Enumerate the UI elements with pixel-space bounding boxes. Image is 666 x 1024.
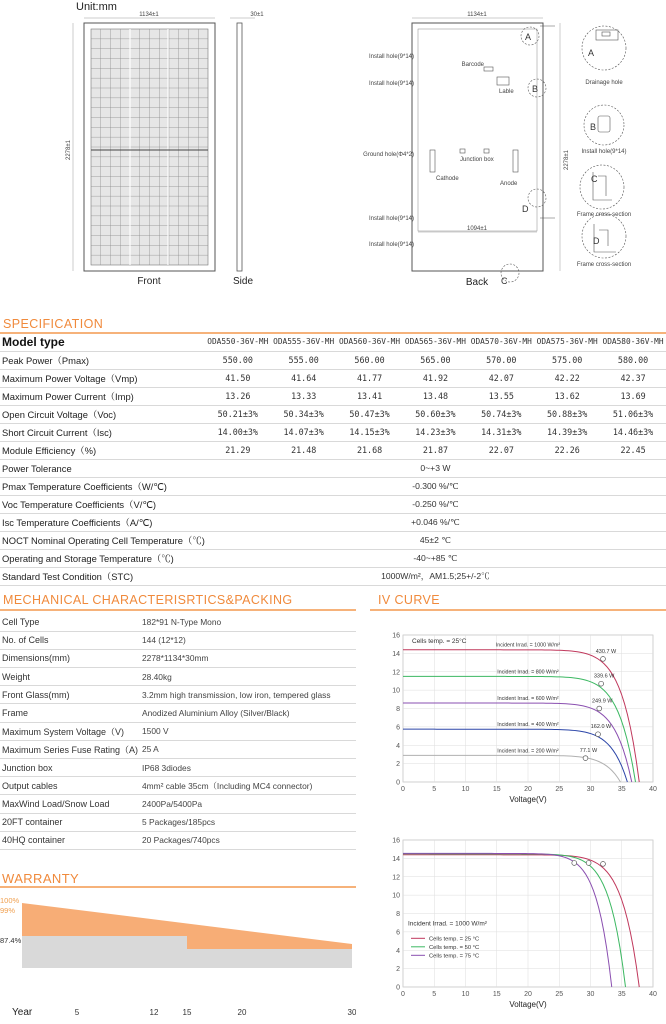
x-tick-label: 40 — [649, 991, 657, 998]
cell-value: 50.34±3% — [271, 405, 337, 423]
cell-value: 14.15±3% — [337, 423, 403, 441]
x-tick-label: 0 — [401, 786, 405, 793]
side-depth-dim: 30±1 — [250, 12, 264, 18]
x-tick-label: 40 — [649, 786, 657, 793]
drawing-area — [0, 0, 666, 300]
merged-value: 0~+3 W — [205, 459, 666, 477]
y-tick-label: 8 — [396, 911, 400, 918]
warranty-y-label: 100% — [0, 896, 20, 905]
mpp-marker — [572, 861, 577, 866]
cell-value: 550.00 — [205, 351, 271, 369]
cell-value: 14.07±3% — [271, 423, 337, 441]
junction-box-label: Junction box — [460, 157, 494, 163]
y-tick-label: 14 — [392, 855, 400, 863]
power-label: 77.1 W — [579, 748, 598, 755]
merged-value: +0.046 %/℃ — [205, 513, 666, 531]
warranty-y-label: 87.4% — [0, 936, 22, 945]
mech-key: Maximum Series Fuse Rating（A) — [0, 740, 140, 758]
cell-value: 50.60±3% — [402, 405, 468, 423]
warranty-x-tick: 30 — [347, 1008, 356, 1017]
table-row — [0, 722, 356, 740]
cell-value: 14.31±3% — [468, 423, 534, 441]
table-row — [0, 513, 666, 531]
table-row — [0, 831, 356, 849]
legend-label: Cells temp. = 50 °C — [429, 944, 480, 951]
chart-annotation: Incident Irrad. = 1000 W/m² — [408, 920, 487, 928]
row-label: Maximum Power Voltage（Vmp) — [0, 369, 205, 387]
detail-callouts — [580, 26, 626, 258]
back-height-dim: 2278±1 — [564, 150, 570, 170]
x-tick-label: 5 — [432, 991, 437, 998]
y-tick-label: 12 — [392, 669, 400, 677]
mpp-marker — [597, 706, 602, 711]
cell-value: 42.37 — [600, 369, 666, 387]
mpp-marker — [586, 861, 591, 866]
table-row — [0, 477, 666, 495]
mech-value: 2400Pa/5400Pa — [140, 795, 356, 813]
table-row — [0, 441, 666, 459]
merged-value: 45±2 ℃ — [205, 531, 666, 549]
y-tick-label: 10 — [392, 892, 400, 900]
cell-value: 13.55 — [468, 387, 534, 405]
mpp-marker — [601, 861, 606, 866]
y-tick-label: 6 — [396, 724, 400, 732]
x-axis-label: Voltage(V) — [509, 795, 547, 804]
cell-value: 555.00 — [271, 351, 337, 369]
cell-value: 14.23±3% — [402, 423, 468, 441]
mech-key: 40HQ container — [0, 831, 140, 849]
warranty-y-label: 99% — [0, 906, 16, 915]
mech-value: 5 Packages/185pcs — [140, 813, 356, 831]
specification-heading: SPECIFICATION — [3, 317, 104, 331]
mechanical-heading: MECHANICAL CHARACTERISRTICS&PACKING — [3, 593, 293, 607]
model-name: ODA555-36V-MH — [271, 333, 337, 351]
model-name: ODA565-36V-MH — [402, 333, 468, 351]
table-row — [0, 567, 666, 585]
cell-value: 41.77 — [337, 369, 403, 387]
power-label: 249.9 W — [592, 698, 613, 705]
row-label: Pmax Temperature Coefficients（W/℃) — [0, 477, 205, 495]
cell-value: 41.50 — [205, 369, 271, 387]
front-width-dim: 1134±1 — [139, 12, 159, 18]
cell-value: 50.74±3% — [468, 405, 534, 423]
mechanical-table — [0, 613, 356, 850]
mech-value: IP68 3diodes — [140, 759, 356, 777]
row-label: Module Efficiency（%) — [0, 441, 205, 459]
table-row — [0, 704, 356, 722]
y-tick-label: 8 — [396, 706, 400, 713]
mech-key: Frame — [0, 704, 140, 722]
warranty-x-tick: 5 — [74, 1008, 80, 1017]
mech-value: 2278*1134*30mm — [140, 649, 356, 667]
table-row — [0, 631, 356, 649]
mech-value: 4mm² cable 35cm（Including MC4 connector) — [140, 777, 356, 795]
warranty-chart — [0, 893, 356, 1023]
warranty-heading: WARRANTY — [2, 871, 80, 886]
cell-value: 13.41 — [337, 387, 403, 405]
cell-value: 565.00 — [402, 351, 468, 369]
cell-value: 13.26 — [205, 387, 271, 405]
install-hole-label-3: Install hole(9*14) — [368, 216, 414, 222]
table-row — [0, 649, 356, 667]
series-label: Incident Irrad. = 200 W/m² — [497, 748, 559, 755]
series-label: Incident Irrad. = 800 W/m² — [497, 669, 559, 676]
cell-value: 14.46±3% — [600, 423, 666, 441]
iv-chart-irradiance — [376, 627, 666, 812]
y-tick-label: 2 — [396, 966, 400, 974]
detail-d-letter: D — [593, 236, 600, 246]
cell-value: 50.47±3% — [337, 405, 403, 423]
table-row — [0, 613, 356, 631]
merged-value: 1000W/m²，AM1.5;25+/-2℃ — [205, 567, 666, 585]
x-tick-label: 20 — [524, 786, 532, 793]
mech-value: 182*91 N-Type Mono — [140, 613, 356, 631]
x-tick-label: 25 — [555, 786, 564, 793]
cell-value: 22.26 — [534, 441, 600, 459]
y-tick-label: 10 — [392, 687, 400, 695]
series-label: Incident Irrad. = 600 W/m² — [497, 695, 559, 702]
mech-value: 3.2mm high transmission, low iron, tempered glass — [140, 686, 356, 704]
table-row — [0, 759, 356, 777]
row-label: Operating and Storage Temperature（℃) — [0, 549, 205, 567]
table-row — [0, 387, 666, 405]
cell-value: 580.00 — [600, 351, 666, 369]
x-tick-label: 35 — [617, 786, 626, 793]
mech-key: Dimensions(mm) — [0, 649, 140, 667]
warranty-year-label: Year — [12, 1007, 33, 1018]
mech-key: Front Glass(mm) — [0, 686, 140, 704]
series-label: Incident Irrad. = 1000 W/m² — [495, 642, 561, 649]
model-type-label: Model type — [0, 333, 205, 351]
row-label: Peak Power（Pmax) — [0, 351, 205, 369]
row-label: NOCT Nominal Operating Cell Temperature（℃) — [0, 531, 205, 549]
table-row — [0, 369, 666, 387]
table-header-row — [0, 333, 666, 351]
chart-annotation: Cells temp. = 25°C — [412, 638, 467, 645]
x-tick-label: 15 — [492, 991, 501, 998]
y-tick-label: 14 — [392, 650, 400, 658]
back-view — [412, 18, 560, 282]
technical-drawing — [0, 0, 666, 300]
mech-value: 25 A — [140, 740, 356, 758]
merged-value: -0.250 %/℃ — [205, 495, 666, 513]
mpp-marker — [599, 681, 604, 686]
cell-value: 21.68 — [337, 441, 403, 459]
model-name: ODA580-36V-MH — [600, 333, 666, 351]
row-label: Short Circuit Current（Isc) — [0, 423, 205, 441]
mpp-marker — [596, 732, 601, 737]
x-tick-label: 20 — [524, 991, 532, 998]
mech-value: Anodized Aluminium Alloy (Silver/Black) — [140, 704, 356, 722]
back-label: Back — [465, 277, 489, 288]
lable-label: Lable — [499, 89, 514, 95]
cell-value: 41.92 — [402, 369, 468, 387]
table-row — [0, 777, 356, 795]
mech-value: 144 (12*12) — [140, 631, 356, 649]
front-view — [73, 18, 215, 271]
row-label: Voc Temperature Coefficients（V/℃) — [0, 495, 205, 513]
mpp-marker — [583, 756, 588, 761]
y-tick-label: 12 — [392, 874, 400, 882]
mechanical-rule — [0, 609, 356, 611]
cell-value: 21.87 — [402, 441, 468, 459]
mpp-marker — [601, 656, 606, 661]
detail-c-letter: C — [591, 174, 598, 184]
unit-label: Unit:mm — [76, 1, 117, 13]
power-label: 430.7 W — [595, 648, 617, 655]
table-row — [0, 549, 666, 567]
front-label: Front — [137, 276, 161, 287]
table-row — [0, 495, 666, 513]
detail-a-marker: A — [525, 32, 532, 42]
cell-value: 22.45 — [600, 441, 666, 459]
legend-label: Cells temp. = 75 °C — [429, 953, 480, 960]
mech-key: Weight — [0, 668, 140, 686]
x-tick-label: 30 — [586, 786, 595, 793]
legend-label: Cells temp. = 25 °C — [429, 936, 480, 943]
x-tick-label: 15 — [492, 786, 501, 793]
cell-value: 575.00 — [534, 351, 600, 369]
x-axis-label: Voltage(V) — [509, 1000, 547, 1009]
cell-value: 50.21±3% — [205, 405, 271, 423]
table-row — [0, 405, 666, 423]
mech-value: 1500 V — [140, 722, 356, 740]
warranty-rule — [0, 886, 356, 888]
detail-b-letter: B — [590, 122, 597, 132]
y-tick-label: 4 — [396, 947, 400, 955]
power-label: 162.0 W — [590, 724, 612, 731]
x-tick-label: 5 — [432, 786, 437, 793]
x-tick-label: 25 — [555, 991, 564, 998]
cell-value: 14.00±3% — [205, 423, 271, 441]
detail-a-letter: A — [588, 48, 595, 58]
row-label: Standard Test Condition（STC) — [0, 567, 205, 585]
row-label: Open Circuit Voltage（Voc) — [0, 405, 205, 423]
x-tick-label: 10 — [461, 991, 470, 998]
cell-value: 21.29 — [205, 441, 271, 459]
cell-value: 570.00 — [468, 351, 534, 369]
install-hole-label-4: Install hole(9*14) — [368, 242, 414, 248]
table-row — [0, 423, 666, 441]
table-row — [0, 795, 356, 813]
drainage-hole-label: Drainage hole — [585, 80, 623, 86]
ground-hole-label: Ground hole(Φ4*2) — [363, 152, 414, 158]
table-row — [0, 686, 356, 704]
mech-key: Junction box — [0, 759, 140, 777]
warranty-x-tick: 12 — [149, 1008, 159, 1017]
y-tick-label: 6 — [396, 929, 400, 937]
mech-key: MaxWind Load/Snow Load — [0, 795, 140, 813]
power-label: 339.6 W — [593, 673, 615, 680]
back-width-dim: 1134±1 — [467, 12, 487, 18]
install-hole-label-2: Install hole(9*14) — [368, 81, 414, 87]
model-name: ODA550-36V-MH — [205, 333, 271, 351]
detail-c-marker: C — [501, 276, 508, 286]
cell-value: 50.88±3% — [534, 405, 600, 423]
cathode-label: Cathode — [436, 176, 459, 182]
cell-value: 42.22 — [534, 369, 600, 387]
warranty-x-tick: 20 — [237, 1008, 247, 1017]
y-tick-label: 16 — [392, 837, 400, 845]
mech-key: Output cables — [0, 777, 140, 795]
detail-b-marker: B — [532, 84, 539, 94]
cell-value: 560.00 — [337, 351, 403, 369]
table-row — [0, 531, 666, 549]
table-row — [0, 351, 666, 369]
model-name: ODA560-36V-MH — [337, 333, 403, 351]
model-name: ODA570-36V-MH — [468, 333, 534, 351]
table-row — [0, 813, 356, 831]
mech-key: No. of Cells — [0, 631, 140, 649]
cell-value: 13.48 — [402, 387, 468, 405]
model-name: ODA575-36V-MH — [534, 333, 600, 351]
iv-chart-temperature — [376, 832, 666, 1017]
row-label: Power Tolerance — [0, 459, 205, 477]
mech-value: 20 Packages/740pcs — [140, 831, 356, 849]
iv-curve-rule — [370, 609, 666, 611]
y-tick-label: 0 — [396, 779, 400, 787]
cell-value: 42.07 — [468, 369, 534, 387]
mech-value: 28.40kg — [140, 668, 356, 686]
table-row — [0, 459, 666, 477]
front-height-dim: 2278±1 — [66, 140, 72, 160]
barcode-label: Barcode — [461, 62, 484, 68]
cell-value: 51.06±3% — [600, 405, 666, 423]
row-label: Isc Temperature Coefficients（A/℃) — [0, 513, 205, 531]
mech-key: Cell Type — [0, 613, 140, 631]
y-tick-label: 4 — [396, 742, 400, 750]
install-hole-label-1: Install hole(9*14) — [368, 54, 414, 60]
cell-value: 13.33 — [271, 387, 337, 405]
cell-value: 13.62 — [534, 387, 600, 405]
cell-value: 21.48 — [271, 441, 337, 459]
frame-section-label-2: Frame cross-section — [576, 262, 632, 268]
table-row — [0, 740, 356, 758]
detail-d-marker: D — [522, 204, 529, 214]
specification-table — [0, 333, 666, 586]
mech-key: Maximum System Voltage（V) — [0, 722, 140, 740]
anode-label: Anode — [500, 181, 518, 187]
mech-key: 20FT container — [0, 813, 140, 831]
x-tick-label: 10 — [461, 786, 470, 793]
warranty-x-tick: 15 — [182, 1008, 192, 1017]
cell-value: 14.39±3% — [534, 423, 600, 441]
x-tick-label: 0 — [401, 991, 405, 998]
merged-value: -0.300 %/℃ — [205, 477, 666, 495]
cell-value: 22.07 — [468, 441, 534, 459]
cell-value: 41.64 — [271, 369, 337, 387]
install-hole-detail-label: Install hole(9*14) — [581, 149, 627, 155]
row-label: Maximum Power Current（Imp) — [0, 387, 205, 405]
y-tick-label: 16 — [392, 632, 400, 640]
series-label: Incident Irrad. = 400 W/m² — [497, 722, 559, 729]
y-tick-label: 0 — [396, 984, 400, 992]
iv-curve-heading: IV CURVE — [378, 593, 441, 607]
back-inner-dim: 1094±1 — [467, 226, 487, 232]
x-tick-label: 30 — [586, 991, 595, 998]
table-row — [0, 668, 356, 686]
y-tick-label: 2 — [396, 761, 400, 769]
merged-value: -40~+85 ℃ — [205, 549, 666, 567]
frame-section-label-1: Frame cross-section — [576, 212, 632, 218]
side-label: Side — [232, 276, 254, 287]
side-view — [230, 18, 255, 271]
cell-value: 13.69 — [600, 387, 666, 405]
x-tick-label: 35 — [617, 991, 626, 998]
